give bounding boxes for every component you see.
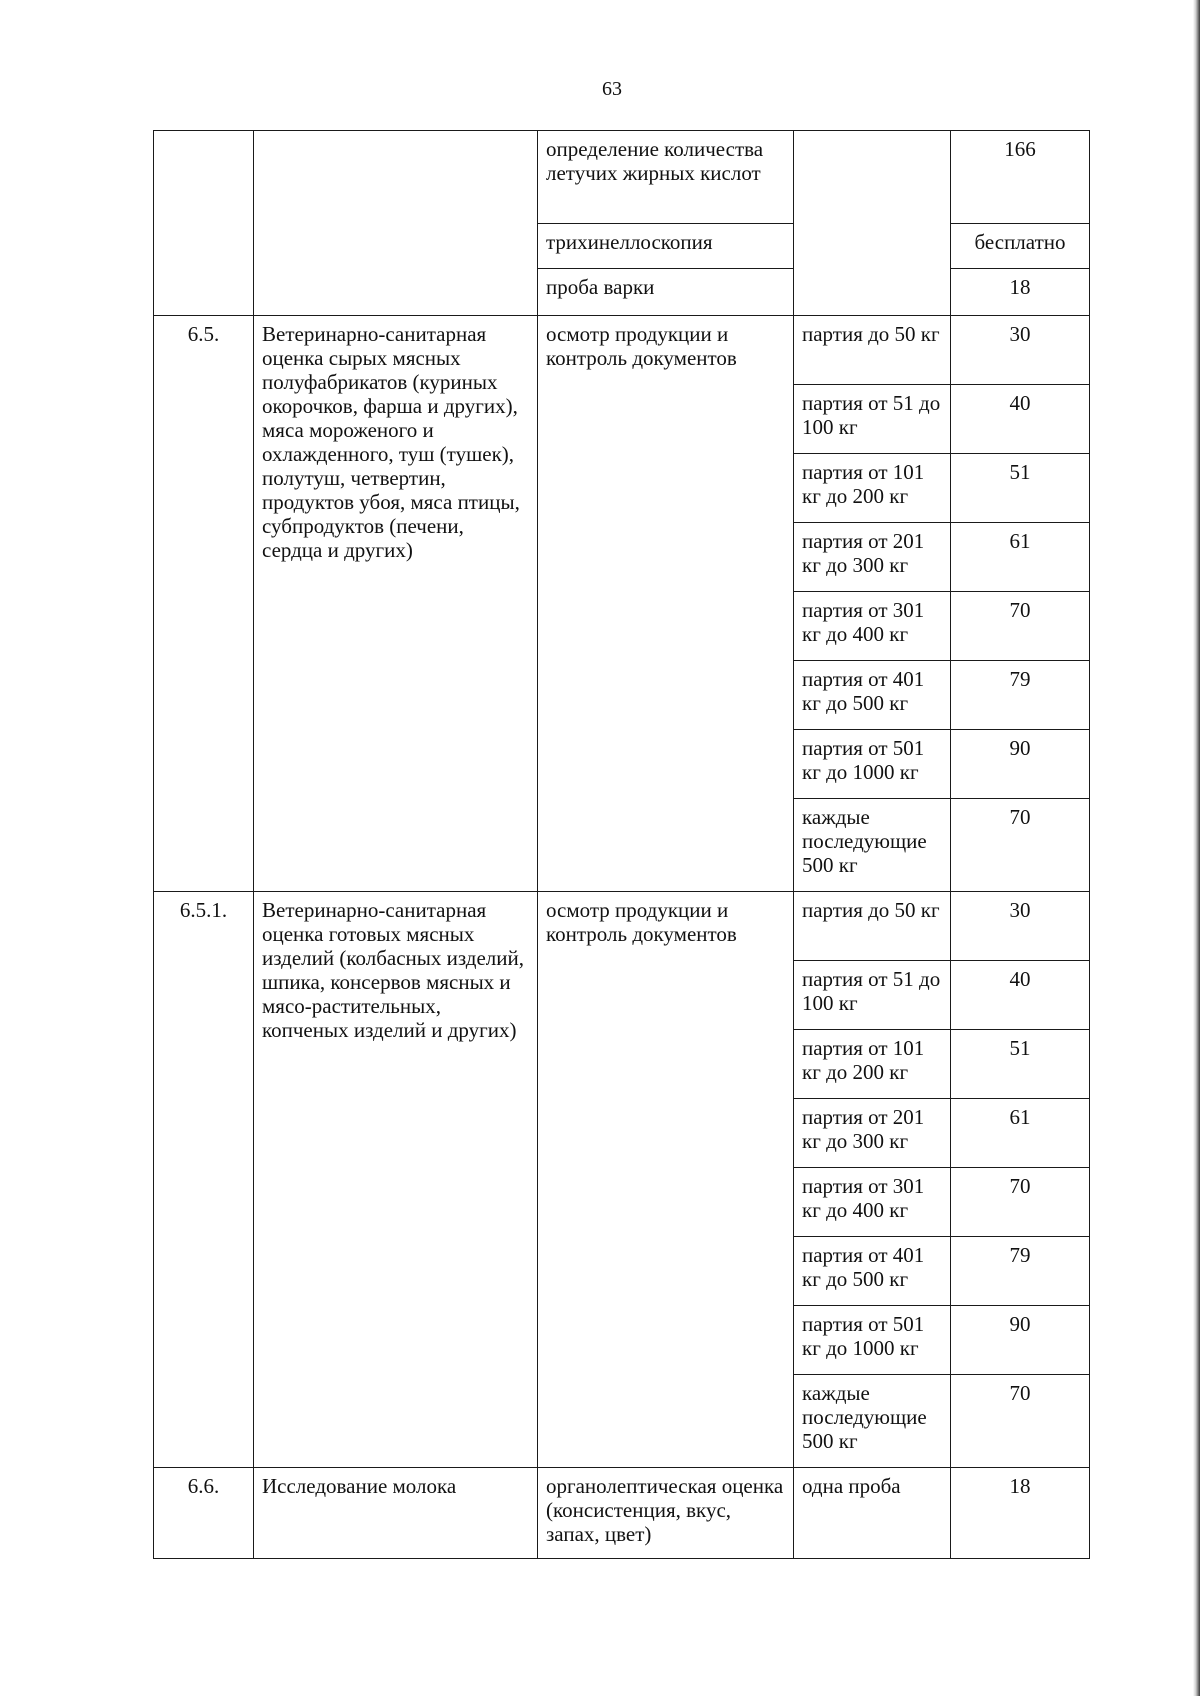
cell-price: 40 (951, 385, 1090, 454)
cell-name: Ветеринарно-санитарная оценка готовых мясных изделий (колбасных изделий, шпика, консервов мясных и мясо-растительных, копченых изделий и других) (254, 892, 538, 1468)
cell-unit: партия от 301 кг до 400 кг (794, 592, 951, 661)
table-row (154, 131, 1090, 224)
cell-unit: партия от 401 кг до 500 кг (794, 661, 951, 730)
cell-price: 30 (951, 316, 1090, 385)
cell-name: Исследование молока (254, 1468, 538, 1559)
cell-unit: партия от 301 кг до 400 кг (794, 1168, 951, 1237)
cell-name: Ветеринарно-санитарная оценка сырых мясных полуфабрикатов (куриных окорочков, фарша и других), мяса мороженого и охлажденного, туш (тушек), полутуш, четвертин, продуктов убоя, мяса птицы, субпродуктов (печени, сердца и других) (254, 316, 538, 892)
table-row (154, 1468, 1090, 1559)
cell-price: 18 (951, 1468, 1090, 1559)
cell-price: 61 (951, 1099, 1090, 1168)
cell-unit: одна проба (794, 1468, 951, 1559)
cell-price: 61 (951, 523, 1090, 592)
cell-price: 40 (951, 961, 1090, 1030)
cell-unit: партия от 401 кг до 500 кг (794, 1237, 951, 1306)
cell-price: 79 (951, 661, 1090, 730)
cell-unit: каждые последующие 500 кг (794, 1375, 951, 1468)
cell-unit: партия от 201 кг до 300 кг (794, 1099, 951, 1168)
cell-unit: партия от 101 кг до 200 кг (794, 1030, 951, 1099)
cell-unit: партия от 101 кг до 200 кг (794, 454, 951, 523)
cell-number (154, 131, 254, 316)
cell-number: 6.5.1. (154, 892, 254, 1468)
scan-edge (1193, 0, 1200, 1696)
cell-unit: партия от 501 кг до 1000 кг (794, 730, 951, 799)
cell-service: проба варки (538, 269, 794, 316)
table-row (154, 892, 1090, 961)
cell-service: осмотр продукции и контроль документов (538, 892, 794, 1468)
table-row (154, 316, 1090, 385)
cell-price: 70 (951, 799, 1090, 892)
cell-price: 70 (951, 1375, 1090, 1468)
cell-price: 166 (951, 131, 1090, 224)
cell-price: 51 (951, 1030, 1090, 1099)
cell-price: 90 (951, 1306, 1090, 1375)
cell-unit (794, 131, 951, 316)
cell-service: осмотр продукции и контроль документов (538, 316, 794, 892)
cell-unit: партия от 51 до 100 кг (794, 385, 951, 454)
cell-unit: партия до 50 кг (794, 892, 951, 961)
cell-name (254, 131, 538, 316)
cell-unit: партия от 51 до 100 кг (794, 961, 951, 1030)
cell-price: 79 (951, 1237, 1090, 1306)
price-table (153, 130, 1090, 1559)
cell-price: 70 (951, 1168, 1090, 1237)
cell-service: определение количества летучих жирных кислот (538, 131, 794, 224)
cell-price: бесплатно (951, 224, 1090, 269)
cell-unit: партия от 501 кг до 1000 кг (794, 1306, 951, 1375)
cell-price: 51 (951, 454, 1090, 523)
cell-price: 30 (951, 892, 1090, 961)
cell-service: трихинеллоскопия (538, 224, 794, 269)
cell-number: 6.5. (154, 316, 254, 892)
cell-price: 70 (951, 592, 1090, 661)
cell-price: 18 (951, 269, 1090, 316)
cell-unit: каждые последующие 500 кг (794, 799, 951, 892)
page-number: 63 (602, 78, 622, 100)
cell-unit: партия до 50 кг (794, 316, 951, 385)
cell-unit: партия от 201 кг до 300 кг (794, 523, 951, 592)
cell-service: органолептическая оценка (консистенция, вкус, запах, цвет) (538, 1468, 794, 1559)
cell-number: 6.6. (154, 1468, 254, 1559)
cell-price: 90 (951, 730, 1090, 799)
